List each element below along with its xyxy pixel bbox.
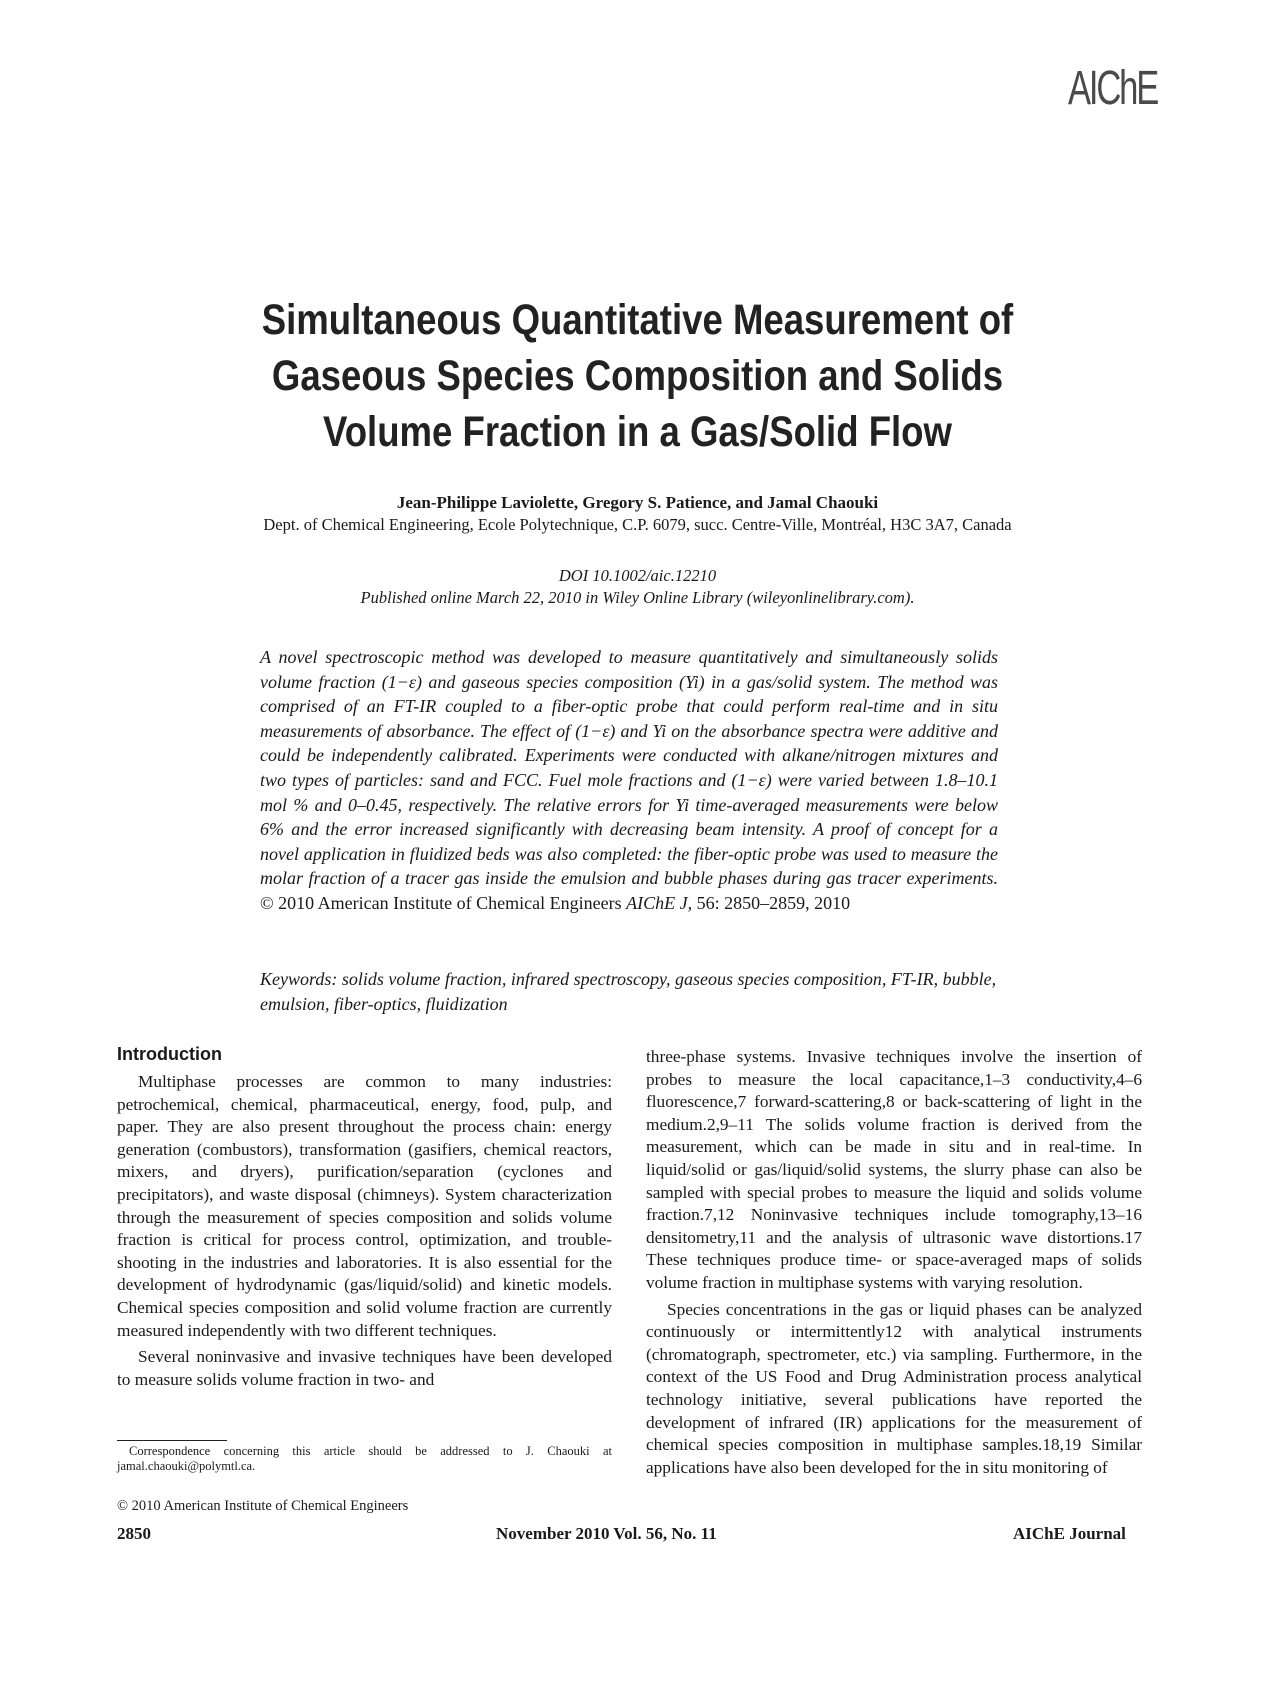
title-line: Simultaneous Quantitative Measurement of [261, 296, 1014, 344]
issue-info: November 2010 Vol. 56, No. 11 [496, 1524, 717, 1543]
paragraph: Species concentrations in the gas or liquid phases can be analyzed continuously or intermittently12 with analytical instruments (chromatograph, spectrometer, etc.) via sampling. Furthermore, in the context of the US Food and Drug Administration process analytical technology initiative, several publications have reported the development of infrared (IR) applications for the measurement of chemical species composition in multiphase samples.18,19 Similar applications have also been developed for the in situ monitoring of [646, 1299, 1142, 1477]
section-heading-introduction: Introduction [117, 1044, 222, 1064]
title-line: Volume Fraction in a Gas/Solid Flow [323, 408, 952, 456]
abstract-citation: 56: 2850–2859, 2010 [692, 892, 851, 913]
paragraph: three-phase systems. Invasive techniques involve the insertion of probes to measure the local capacitance,1–3 conductivity,4–6 fluorescence,7 forward-scattering,8 or back-scattering of light in the medium.2,9–11 The solids volume fraction is derived from the measurement, which can be made in situ and in real-time. In liquid/solid or gas/liquid/solid systems, the slurry phase can also be sampled with special probes to measure the liquid and solids volume fraction.7,12 Noninvasive techniques include tomography,13–16 densitometry,11 and the analysis of ultrasonic wave distortions.17 These techniques produce time- or space-averaged maps of solids volume fraction in multiphase systems with varying resolution. [646, 1047, 1142, 1292]
page-number: 2850 [117, 1524, 151, 1543]
left-column [117, 1043, 612, 1391]
abstract [260, 645, 998, 916]
abstract-text: A novel spectroscopic method was developed to measure quantitatively and simultaneously solids volume fraction (1−ε) and gaseous species composition (Yi) in a gas/solid system. The method was comprised of an FT-IR coupled to a fiber-optic probe that could perform real-time and in situ measurements of absorbance. The effect of (1−ε) and Yi on the absorbance spectra were additive and could be independently calibrated. Experiments were conducted with alkane/nitrogen mixtures and two types of particles: sand and FCC. Fuel mole fractions and (1−ε) were varied between 1.8–10.1 mol % and 0–0.45, respectively. The relative errors for Yi time-averaged measurements were below 6% and the error increased significantly with decreasing beam intensity. A proof of concept for a novel application in fluidized beds was also completed: the fiber-optic probe was used to measure the molar fraction of a tracer gas inside the emulsion and bubble phases during gas tracer experiments. [260, 647, 998, 889]
author-list: Jean-Philippe Laviolette, Gregory S. Patience, and Jamal Chaouki [396, 493, 879, 512]
copyright-notice: © 2010 American Institute of Chemical Engineers [117, 1498, 409, 1514]
correspondence-footnote: Correspondence concerning this article should be addressed to J. Chaouki at jamal.chaouki@polymtl.ca. [117, 1444, 612, 1473]
journal-abbrev: AIChE J, [626, 892, 693, 913]
journal-name: AIChE Journal [1013, 1524, 1126, 1543]
affiliation: Dept. of Chemical Engineering, Ecole Polytechnique, C.P. 6079, succ. Centre-Ville, Montréal, H3C 3A7, Canada [263, 515, 1012, 534]
keywords: Keywords: solids volume fraction, infrared spectroscopy, gaseous species composition, FT-IR, bubble, emulsion, fiber-optics, fluidization [260, 969, 997, 1014]
publication-info: Published online March 22, 2010 in Wiley Online Library (wileyonlinelibrary.com). [360, 588, 915, 607]
paragraph: Several noninvasive and invasive techniques have been developed to measure solids volume fraction in two- and [117, 1347, 612, 1389]
paragraph: Multiphase processes are common to many industries: petrochemical, chemical, pharmaceutical, energy, food, pulp, and paper. They are also present throughout the process chain: energy generation (combustors), transformation (gasifiers, chemical reactors, mixers, and dryers), purification/separation (cyclones and precipitators), and waste disposal (chimneys). System characterization through the measurement of species composition and solids volume fraction is critical for process control, optimization, and trouble-shooting in the industries and laboratories. It is also essential for the development of hydrodynamic (gas/liquid/solid) and kinetic models. Chemical species composition and solid volume fraction are currently measured independently with two different techniques. [117, 1072, 612, 1340]
abstract-copyright: © 2010 American Institute of Chemical Engineers [260, 892, 627, 913]
aiche-logo: AIChE [1068, 61, 1158, 115]
title-line: Gaseous Species Composition and Solids [271, 352, 1004, 400]
paper-title [181, 292, 1095, 460]
doi: DOI 10.1002/aic.12210 [558, 566, 717, 585]
footnote-divider [117, 1440, 227, 1441]
right-column [646, 1046, 1142, 1479]
